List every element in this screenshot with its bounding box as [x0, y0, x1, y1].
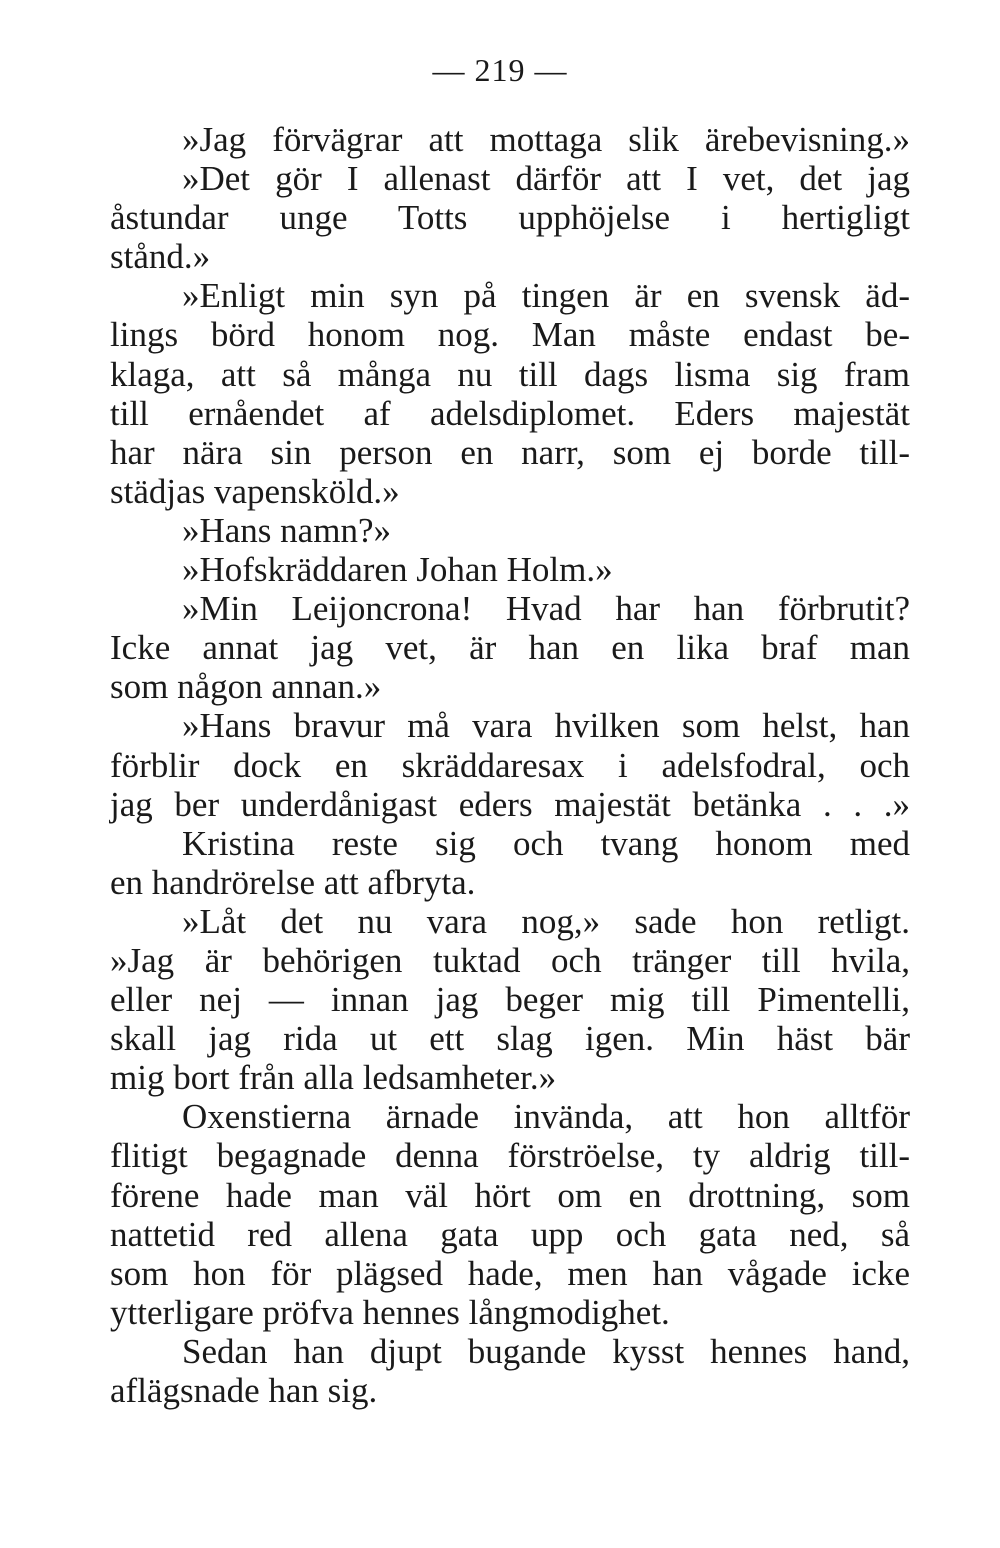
text-line: klaga, att så många nu till dags lisma sig fram: [110, 354, 910, 394]
text-line: »Låt det nu vara nog,» sade hon retligt.: [182, 901, 910, 941]
text-line: har nära sin person en narr, som ej borde till-: [110, 432, 910, 472]
text-line: »Det gör I allenast därför att I vet, det jag: [182, 159, 910, 199]
text-line: »Hans bravur må vara hvilken som helst, han: [182, 706, 910, 746]
text-line: flitigt begagnade denna förströelse, ty aldrig till-: [110, 1136, 910, 1176]
text-line: Kristina reste sig och tvang honom med: [182, 823, 910, 863]
text-line: städjas vapensköld.»: [110, 471, 400, 511]
text-line: en handrörelse att afbryta.: [110, 862, 476, 902]
text-line: stånd.»: [110, 237, 211, 277]
text-line: nattetid red allena gata upp och gata ned, så: [110, 1214, 910, 1254]
body-text: [110, 120, 910, 1410]
text-line: aflägsnade han sig.: [110, 1371, 378, 1410]
text-line: som någon annan.»: [110, 667, 382, 707]
text-line: »Jag är behörigen tuktad och tränger till hvila,: [110, 940, 910, 980]
text-line: »Min Leijoncrona! Hvad har han förbrutit?: [182, 589, 910, 629]
text-line: ytterligare pröfva hennes långmodighet.: [110, 1292, 670, 1332]
text-line: Sedan han djupt bugande kysst hennes hand,: [182, 1331, 910, 1371]
text-line: eller nej — innan jag beger mig till Pimentelli,: [110, 980, 910, 1020]
text-line: »Enligt min syn på tingen är en svensk äd-: [182, 276, 910, 316]
text-line: jag ber underdånigast eders majestät betänka . . .»: [110, 784, 910, 824]
text-line: Oxenstierna ärnade invända, att hon alltför: [182, 1097, 910, 1137]
text-line: som hon för plägsed hade, men han vågade icke: [110, 1253, 910, 1293]
text-line: »Jag förvägrar att mottaga slik ärebevisning.»: [182, 120, 910, 159]
text-line: »Hans namn?»: [182, 510, 391, 550]
page-number: — 219 —: [432, 52, 568, 88]
text-line: »Hofskräddaren Johan Holm.»: [182, 550, 613, 590]
text-line: mig bort från alla ledsamheter.»: [110, 1058, 557, 1098]
text-line: till ernåendet af adelsdiplomet. Eders majestät: [110, 393, 910, 433]
text-line: Icke annat jag vet, är han en lika braf man: [110, 628, 910, 668]
text-line: skall jag rida ut ett slag igen. Min häst bär: [110, 1019, 910, 1059]
text-line: förene hade man väl hört om en drottning, som: [110, 1175, 910, 1215]
text-line: åstundar unge Totts upphöjelse i hertigligt: [110, 198, 910, 238]
text-line: lings börd honom nog. Man måste endast be-: [110, 315, 910, 355]
text-line: förblir dock en skräddaresax i adelsfodral, och: [110, 745, 910, 785]
